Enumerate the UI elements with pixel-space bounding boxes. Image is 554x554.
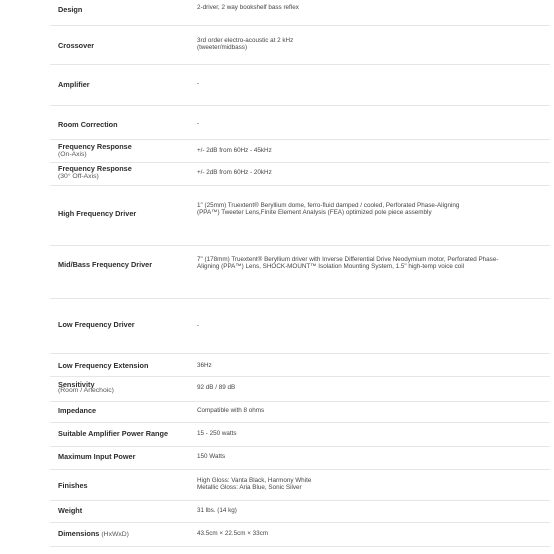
spec-value: 2-driver, 2 way bookshelf bass reflex xyxy=(197,4,299,11)
spec-label: Maximum Input Power xyxy=(58,452,136,461)
spec-label-sub: (30° Off-Axis) xyxy=(58,173,99,180)
spec-value: +/- 2dB from 60Hz - 20kHz xyxy=(197,169,272,176)
spec-row-max-input-power xyxy=(50,447,550,470)
spec-label: Mid/Bass Frequency Driver xyxy=(58,260,153,269)
spec-row-sensitivity xyxy=(50,377,550,402)
spec-label xyxy=(58,382,190,394)
spec-value xyxy=(197,478,497,491)
spec-value: 150 Watts xyxy=(197,453,226,460)
spec-value: 15 - 250 watts xyxy=(197,430,237,437)
spec-label xyxy=(58,530,190,539)
spec-label-main: Frequency Response xyxy=(58,142,132,151)
spec-label: Low Frequency Extension xyxy=(58,361,149,370)
spec-row-low-frequency-extension xyxy=(50,354,550,377)
spec-label-sub: (Room / Anechoic) xyxy=(58,387,114,394)
spec-label: Design xyxy=(58,5,83,14)
spec-value: Compatible with 8 ohms xyxy=(197,407,265,414)
spec-value: 1" (25mm) Truextent® Beryllium dome, ferro-fluid damped / cooled, Perforated Phase-Aligning (PPA™) Tweeter Lens,Finite Element Analysis (FEA) optimized pole piece assembly xyxy=(197,202,460,216)
spec-value: 43.5cm × 22.5cm × 33cm xyxy=(197,530,269,537)
spec-value: 31 lbs. (14 kg) xyxy=(197,507,237,514)
spec-label xyxy=(58,165,190,181)
spec-value: 7" (178mm) Truextent® Beryllium driver with Inverse Differential Drive Neodymium motor, Perforated Phase-Aligning (PPA™) Lens, SHOCK-MOUNT™ Isolation Mounting System, 1.5" high-temp voice coil xyxy=(197,256,499,270)
spec-value-line: (tweeter/midbass) xyxy=(197,43,248,51)
spec-row-finishes xyxy=(50,470,550,501)
spec-value-line: Metallic Gloss: Aria Blue, Sonic Silver xyxy=(197,483,302,491)
spec-label: Low Frequency Driver xyxy=(58,320,135,329)
spec-row-mid-bass-driver xyxy=(50,246,550,299)
spec-label: Finishes xyxy=(58,481,88,490)
spec-label: Amplifier xyxy=(58,80,90,89)
spec-label xyxy=(58,143,190,159)
spec-row-frequency-response-on-axis xyxy=(50,140,550,163)
spec-value: +/- 2dB from 60Hz - 45kHz xyxy=(197,147,272,154)
spec-table xyxy=(50,0,550,554)
spec-label: Suitable Amplifier Power Range xyxy=(58,429,169,438)
spec-row-low-frequency-driver xyxy=(50,299,550,354)
spec-row-amplifier xyxy=(50,65,550,106)
spec-row-high-frequency-driver xyxy=(50,186,550,246)
spec-row-weight xyxy=(50,501,550,523)
spec-value xyxy=(197,38,497,51)
spec-label: Crossover xyxy=(58,41,95,50)
spec-value-line: 3rd order electro-acoustic at 2 kHz xyxy=(197,37,294,44)
spec-row-crossover xyxy=(50,26,550,65)
spec-value: - xyxy=(197,80,200,87)
spec-row-amp-power-range xyxy=(50,423,550,447)
spec-value: 36Hz xyxy=(197,362,212,369)
spec-label-main: Frequency Response xyxy=(58,164,132,173)
spec-row-frequency-response-off-axis xyxy=(50,163,550,186)
spec-row-dimensions xyxy=(50,523,550,547)
spec-value: 92 dB / 89 dB xyxy=(197,384,236,391)
spec-label: High Frequency Driver xyxy=(58,209,137,218)
spec-label-sub: (On-Axis) xyxy=(58,151,87,158)
spec-label: Room Correction xyxy=(58,120,118,129)
spec-label-main: Dimensions xyxy=(58,529,100,538)
spec-row-room-correction xyxy=(50,106,550,140)
spec-label: Weight xyxy=(58,506,83,515)
spec-label: Impedance xyxy=(58,406,97,415)
spec-value: - xyxy=(197,120,200,127)
spec-value-line: High Gloss: Vanta Black, Harmony White xyxy=(197,477,312,484)
spec-row-impedance xyxy=(50,402,550,423)
spec-row-design xyxy=(50,0,550,26)
spec-label-main: Sensitivity xyxy=(58,380,95,389)
spec-value: - xyxy=(197,322,200,329)
spec-label-sub: (HxWxD) xyxy=(101,531,129,538)
